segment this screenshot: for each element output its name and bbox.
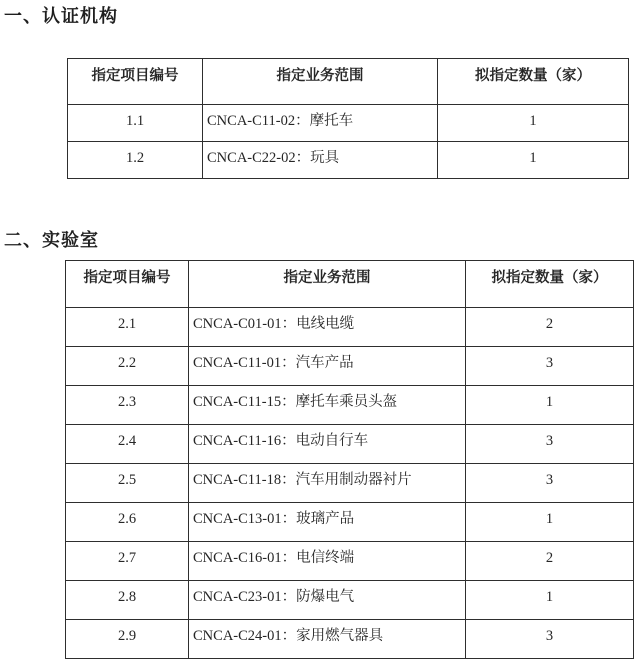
header-cell-scope: 指定业务范围 <box>203 59 438 105</box>
cell-quantity: 3 <box>466 620 634 659</box>
cell-quantity: 1 <box>438 105 629 142</box>
table-row <box>66 581 634 620</box>
cell-quantity: 2 <box>466 542 634 581</box>
cell-scope: CNCA-C11-16：电动自行车 <box>189 425 466 464</box>
table-header-row <box>66 261 634 308</box>
cell-project-no: 2.3 <box>66 386 189 425</box>
certification-bodies-table <box>67 58 629 179</box>
cell-scope: CNCA-C16-01：电信终端 <box>189 542 466 581</box>
cell-scope: CNCA-C11-02：摩托车 <box>203 105 438 142</box>
table-row <box>66 503 634 542</box>
cell-scope: CNCA-C23-01：防爆电气 <box>189 581 466 620</box>
header-cell-scope: 指定业务范围 <box>189 261 466 308</box>
cell-quantity: 3 <box>466 425 634 464</box>
cell-quantity: 1 <box>466 581 634 620</box>
cell-scope: CNCA-C11-15：摩托车乘员头盔 <box>189 386 466 425</box>
header-cell-quantity: 拟指定数量（家） <box>438 59 629 105</box>
cell-quantity: 1 <box>438 142 629 179</box>
table-row <box>68 105 629 142</box>
table-row <box>66 542 634 581</box>
table-row <box>66 425 634 464</box>
cell-quantity: 3 <box>466 464 634 503</box>
cell-project-no: 2.9 <box>66 620 189 659</box>
cell-project-no: 1.1 <box>68 105 203 142</box>
cell-quantity: 3 <box>466 347 634 386</box>
header-cell-project-no: 指定项目编号 <box>68 59 203 105</box>
cell-project-no: 2.8 <box>66 581 189 620</box>
cell-project-no: 2.2 <box>66 347 189 386</box>
table-row <box>66 347 634 386</box>
cell-project-no: 2.7 <box>66 542 189 581</box>
cell-project-no: 2.6 <box>66 503 189 542</box>
cell-project-no: 2.4 <box>66 425 189 464</box>
laboratories-table <box>65 260 634 659</box>
cell-scope: CNCA-C11-18：汽车用制动器衬片 <box>189 464 466 503</box>
cell-scope: CNCA-C01-01：电线电缆 <box>189 308 466 347</box>
cell-scope: CNCA-C11-01：汽车产品 <box>189 347 466 386</box>
cell-scope: CNCA-C13-01：玻璃产品 <box>189 503 466 542</box>
header-cell-quantity: 拟指定数量（家） <box>466 261 634 308</box>
cell-quantity: 1 <box>466 503 634 542</box>
section-2-heading: 二、实验室 <box>4 230 99 250</box>
table-row <box>66 386 634 425</box>
table-row <box>66 464 634 503</box>
cell-project-no: 2.1 <box>66 308 189 347</box>
table-row <box>66 308 634 347</box>
cell-scope: CNCA-C22-02：玩具 <box>203 142 438 179</box>
header-cell-project-no: 指定项目编号 <box>66 261 189 308</box>
cell-project-no: 2.5 <box>66 464 189 503</box>
cell-quantity: 2 <box>466 308 634 347</box>
table-row <box>68 142 629 179</box>
cell-scope: CNCA-C24-01：家用燃气器具 <box>189 620 466 659</box>
cell-project-no: 1.2 <box>68 142 203 179</box>
section-1-heading: 一、认证机构 <box>4 6 118 26</box>
table-row <box>66 620 634 659</box>
cell-quantity: 1 <box>466 386 634 425</box>
table-header-row <box>68 59 629 105</box>
